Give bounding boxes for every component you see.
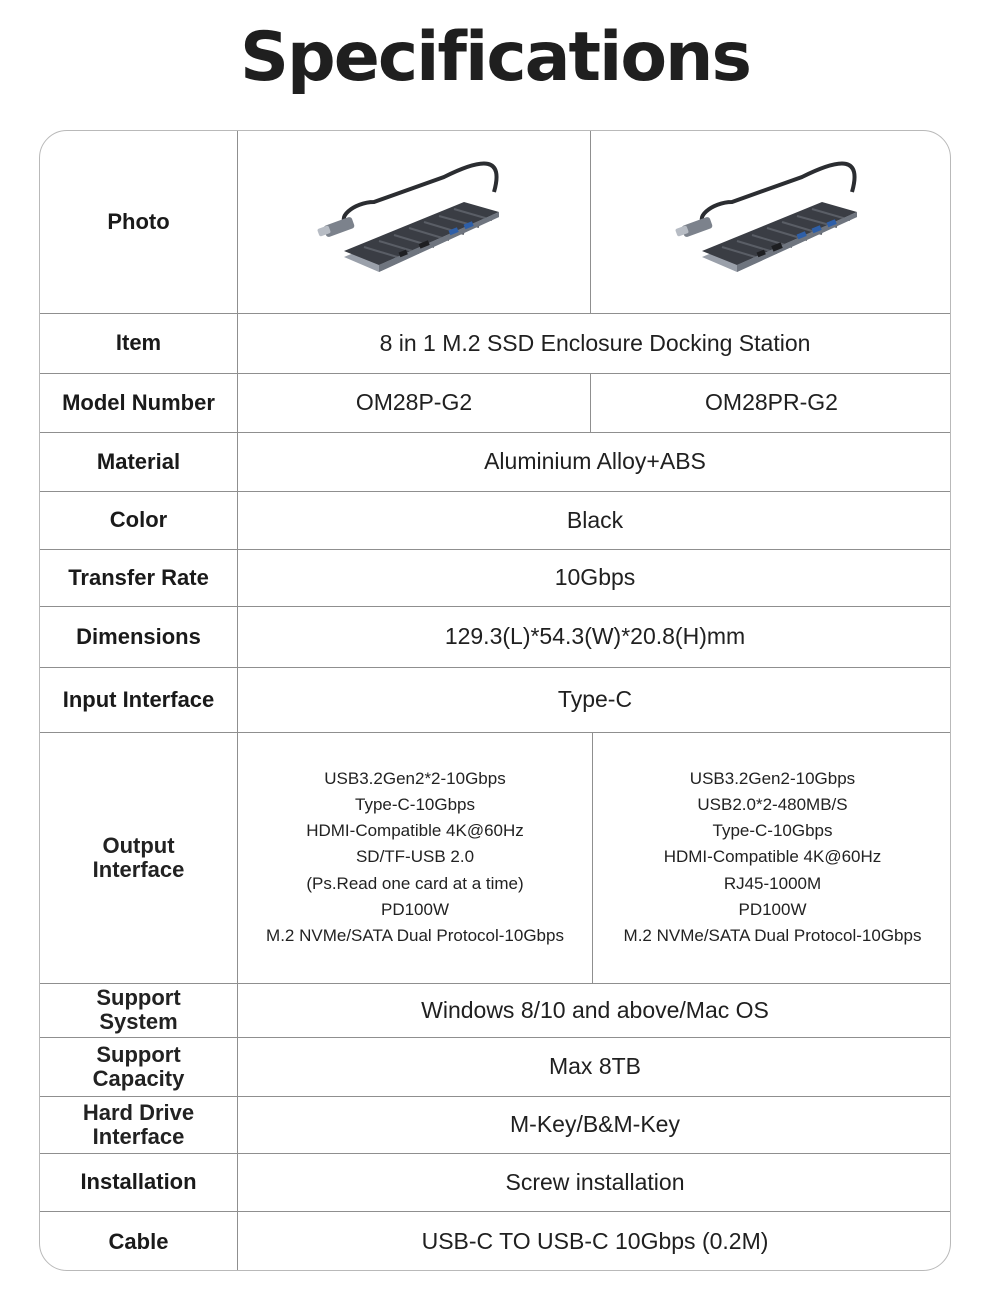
product-photo-om28pr	[591, 131, 951, 313]
output-list-item: (Ps.Read one card at a time)	[306, 873, 524, 893]
output-list-item: SD/TF-USB 2.0	[355, 847, 475, 867]
output-interface-label: Output Interface	[92, 832, 185, 882]
support-system-label: Support System	[96, 985, 181, 1034]
model-number-label: Model Number	[62, 389, 215, 415]
docking-station-image	[672, 147, 872, 297]
output-list-item: Type-C-10Gbps	[712, 821, 833, 841]
transfer-rate-value: 10Gbps	[554, 564, 636, 590]
material-value: Aluminium Alloy+ABS	[484, 448, 706, 474]
page-title: Specifications	[240, 18, 750, 97]
photo-label: Photo	[107, 209, 170, 234]
output-list-item: HDMI-Compatible 4K@60Hz	[306, 821, 524, 841]
output-list-item: M.2 NVMe/SATA Dual Protocol-10Gbps	[623, 926, 922, 945]
docking-station-image	[314, 147, 514, 297]
color-value: Black	[566, 506, 624, 533]
cable-value: USB-C TO USB-C 10Gbps (0.2M)	[421, 1228, 769, 1254]
support-capacity-value: Max 8TB	[548, 1053, 642, 1079]
output-list-item: HDMI-Compatible 4K@60Hz	[663, 847, 882, 867]
model-number-value-1: OM28P-G2	[355, 389, 473, 415]
output-list-1	[238, 732, 592, 983]
support-capacity-label: Support Capacity	[92, 1041, 185, 1091]
output-list-2	[593, 732, 951, 983]
output-list-item: Type-C-10Gbps	[355, 794, 475, 814]
hard-drive-interface-label: Hard Drive Interface	[82, 1099, 195, 1149]
hard-drive-interface-value: M-Key/B&M-Key	[510, 1111, 680, 1137]
spec-table	[39, 130, 951, 1271]
output-list-item: USB3.2Gen2-10Gbps	[689, 768, 856, 788]
output-list-item: PD100W	[738, 899, 807, 919]
output-list-item: RJ45-1000M	[723, 873, 822, 893]
input-interface-label: Input Interface	[62, 686, 215, 712]
transfer-rate-label: Transfer Rate	[68, 564, 209, 590]
color-label: Color	[109, 507, 168, 532]
input-interface-value: Type-C	[557, 686, 633, 712]
product-photo-om28p	[238, 131, 590, 313]
installation-label: Installation	[80, 1169, 197, 1194]
material-label: Material	[96, 448, 181, 474]
output-list-item: USB3.2Gen2*2-10Gbps	[324, 768, 506, 788]
installation-value: Screw installation	[505, 1168, 685, 1195]
output-list-item: USB2.0*2-480MB/S	[697, 794, 848, 814]
item-label: Item	[115, 330, 162, 355]
dimensions-value: 129.3(L)*54.3(W)*20.8(H)mm	[444, 623, 746, 649]
support-system-value: Windows 8/10 and above/Mac OS	[421, 996, 769, 1023]
output-list-item: M.2 NVMe/SATA Dual Protocol-10Gbps	[266, 926, 564, 945]
item-value: 8 in 1 M.2 SSD Enclosure Docking Station	[379, 329, 811, 356]
cable-label: Cable	[108, 1228, 169, 1254]
output-list-item: PD100W	[380, 899, 450, 919]
model-number-value-2: OM28PR-G2	[705, 389, 838, 415]
dimensions-label: Dimensions	[76, 623, 201, 649]
